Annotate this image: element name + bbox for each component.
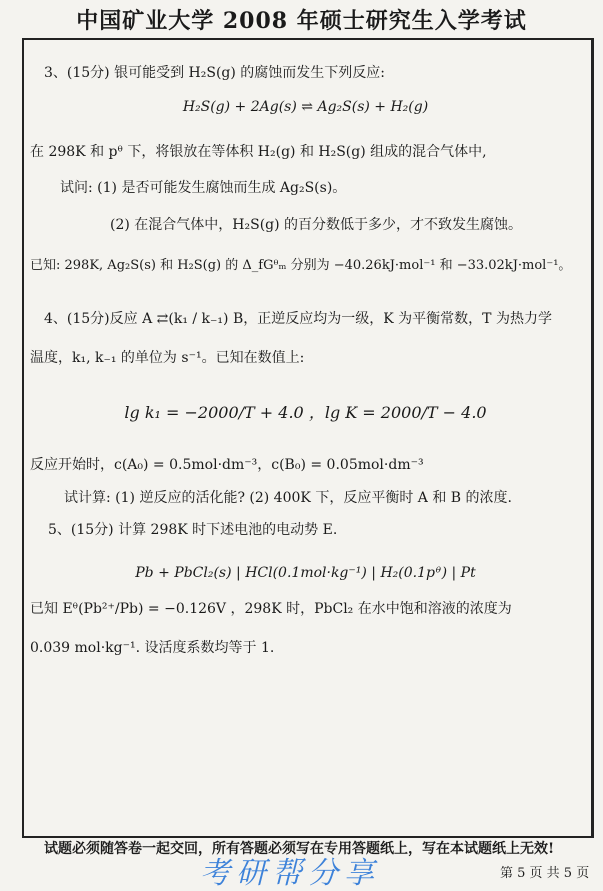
q5-cell: Pb + PbCl₂(s) | HCl(0.1mol·kg⁻¹) | H₂(0.1pᶿ) | Pt <box>135 565 476 581</box>
exam-title: 中国矿业大学 2008 年硕士研究生入学考试 <box>76 8 527 34</box>
q5-intro: 5、(15分) 计算 298K 时下述电池的电动势 E. <box>48 522 338 538</box>
q3-condition: 在 298K 和 pᶿ 下，将银放在等体积 H₂(g) 和 H₂S(g) 组成的混合气体中, <box>30 144 487 160</box>
page-number: 第 5 页 共 5 页 <box>500 866 590 881</box>
q4-ask: 试计算: (1) 逆反应的活化能? (2) 400K 下，反应平衡时 A 和 B 的浓度. <box>64 490 512 506</box>
q4-initial: 反应开始时，c(A₀) = 0.5mol·dm⁻³，c(B₀) = 0.05mol·dm⁻³ <box>30 457 424 473</box>
q3-ask2: (2) 在混合气体中，H₂S(g) 的百分数低于多少，才不致发生腐蚀。 <box>110 217 523 233</box>
q3-reaction: H₂S(g) + 2Ag(s) ⇌ Ag₂S(s) + H₂(g) <box>182 99 429 115</box>
q4-intro: 4、(15分)反应 A ⇄(k₁ / k₋₁) B，正逆反应均为一级，K 为平衡常数，T 为热力学 <box>44 311 552 327</box>
q4-line2: 温度，k₁, k₋₁ 的单位为 s⁻¹。已知在数值上: <box>30 350 305 366</box>
watermark: 考研帮分享 <box>200 856 380 891</box>
q3-known: 已知: 298K, Ag₂S(s) 和 H₂S(g) 的 Δ_fGᶿₘ 分别为 −40.26kJ·mol⁻¹ 和 −33.02kJ·mol⁻¹。 <box>30 258 572 273</box>
footer-notice: 试题必须随答卷一起交回，所有答题必须写在专用答题纸上，写在本试题纸上无效! <box>44 841 555 857</box>
q5-known2: 0.039 mol·kg⁻¹. 设活度系数均等于 1. <box>30 640 275 656</box>
q5-known1: 已知 Eᶿ(Pb²⁺/Pb) = −0.126V ，298K 时，PbCl₂ 在水中饱和溶液的浓度为 <box>30 601 512 617</box>
q4-formula: lg k₁ = −2000/T + 4.0 ，lg K = 2000/T − 4.0 <box>124 403 487 422</box>
q3-ask1: 试问: (1) 是否可能发生腐蚀而生成 Ag₂S(s)。 <box>60 180 347 196</box>
q3-intro: 3、(15分) 银可能受到 H₂S(g) 的腐蚀而发生下列反应: <box>44 65 386 81</box>
